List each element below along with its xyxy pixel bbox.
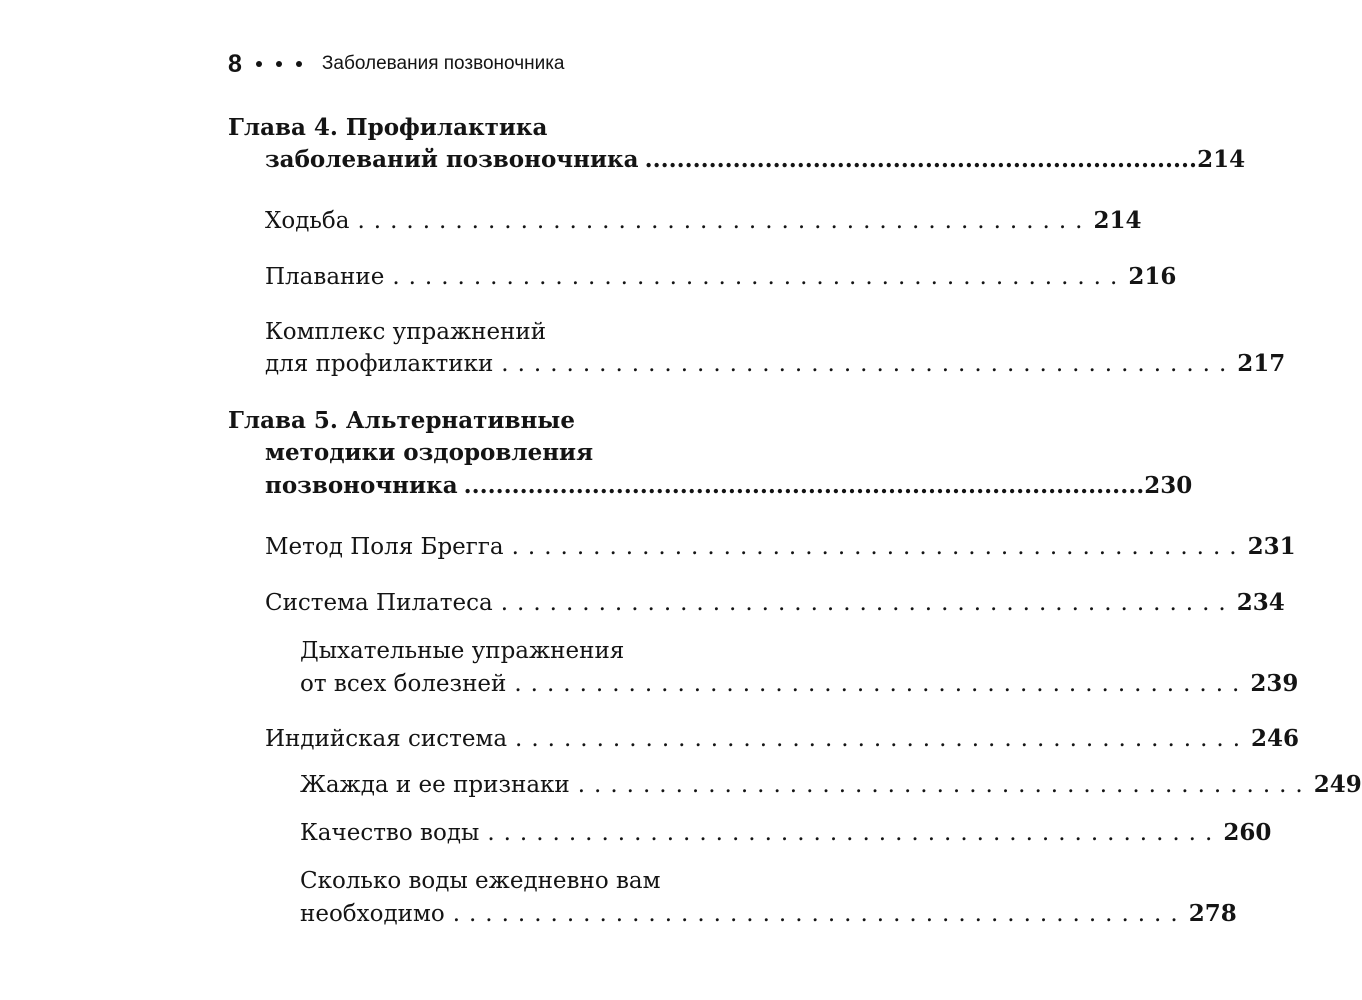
entry-page: 214 [1093,207,1142,234]
dot-leader: ............................................. [511,534,1246,560]
dot-leader: ............................................. [577,772,1312,798]
entry-page: 231 [1247,533,1296,560]
chapter-4-title-line-1: Глава 4. Профилактика [228,114,548,141]
toc-entry-bragg-method [265,531,1296,563]
dot-leader: ............................................. [501,351,1236,377]
toc-entry-walking [265,205,1142,237]
chapter-4-entry [265,144,1246,176]
entry-page: 217 [1237,350,1286,377]
toc-entry-daily-water [300,898,1237,930]
toc-entry-pilates [265,587,1285,619]
chapter-4-page: 214 [1197,146,1246,173]
dot-leader: ............................................. [392,264,1127,290]
entry-label: от всех болезней [300,671,507,697]
entry-label: Жажда и ее признаки [300,772,570,798]
toc-entry-exercise-complex [265,348,1286,380]
entry-label-line-1: Дыхательные упражнения [300,638,625,664]
chapter-5-title-line-2: методики оздоровления [265,439,594,466]
dot-leader: ............................................. [357,208,1092,234]
dot-leader: ............................................. [515,726,1250,752]
dot-leader: ..................................................................... [644,146,1198,173]
dot-leader: ............................................. [452,901,1187,927]
entry-label: Метод Поля Брегга [265,534,504,560]
entry-page: 239 [1250,670,1299,697]
entry-label: необходимо [300,901,445,927]
toc-entry-swimming [265,261,1177,293]
toc-entry-water-quality [300,817,1272,849]
dot-leader: ............................................. [487,820,1222,846]
chapter-5-page: 230 [1144,472,1193,499]
entry-page: 278 [1188,900,1237,927]
running-head-title: Заболевания позвоночника [321,53,565,74]
entry-label-line-1: Сколько воды ежедневно вам [300,868,661,894]
entry-page: 246 [1251,725,1300,752]
entry-page: 216 [1128,263,1177,290]
chapter-5-title-line-3: позвоночника [265,472,458,499]
entry-label: Качество воды [300,820,480,846]
page-number: 8 [228,49,242,78]
entry-page: 260 [1223,819,1272,846]
entry-label: для профилактики [265,351,494,377]
entry-page: 249 [1313,771,1362,798]
dot-leader: ............................................. [500,590,1235,616]
toc-entry-breathing [300,668,1299,700]
chapter-4-title-line-2: заболеваний позвоночника [265,146,639,173]
dot-leader: ............................................. [514,671,1249,697]
entry-label: Плавание [265,264,385,290]
entry-page: 234 [1236,589,1285,616]
chapter-5-title-line-1: Глава 5. Альтернативные [228,407,575,434]
entry-label: Ходьба [265,208,350,234]
dot-leader: ..................................................................................... [463,472,1145,499]
entry-label: Индийская система [265,726,508,752]
toc-entry-indian-system [265,723,1300,755]
entry-label: Система Пилатеса [265,590,493,616]
chapter-5-entry [265,470,1193,502]
toc-entry-thirst [300,769,1362,801]
entry-label-line-1: Комплекс упражнений [265,319,547,345]
